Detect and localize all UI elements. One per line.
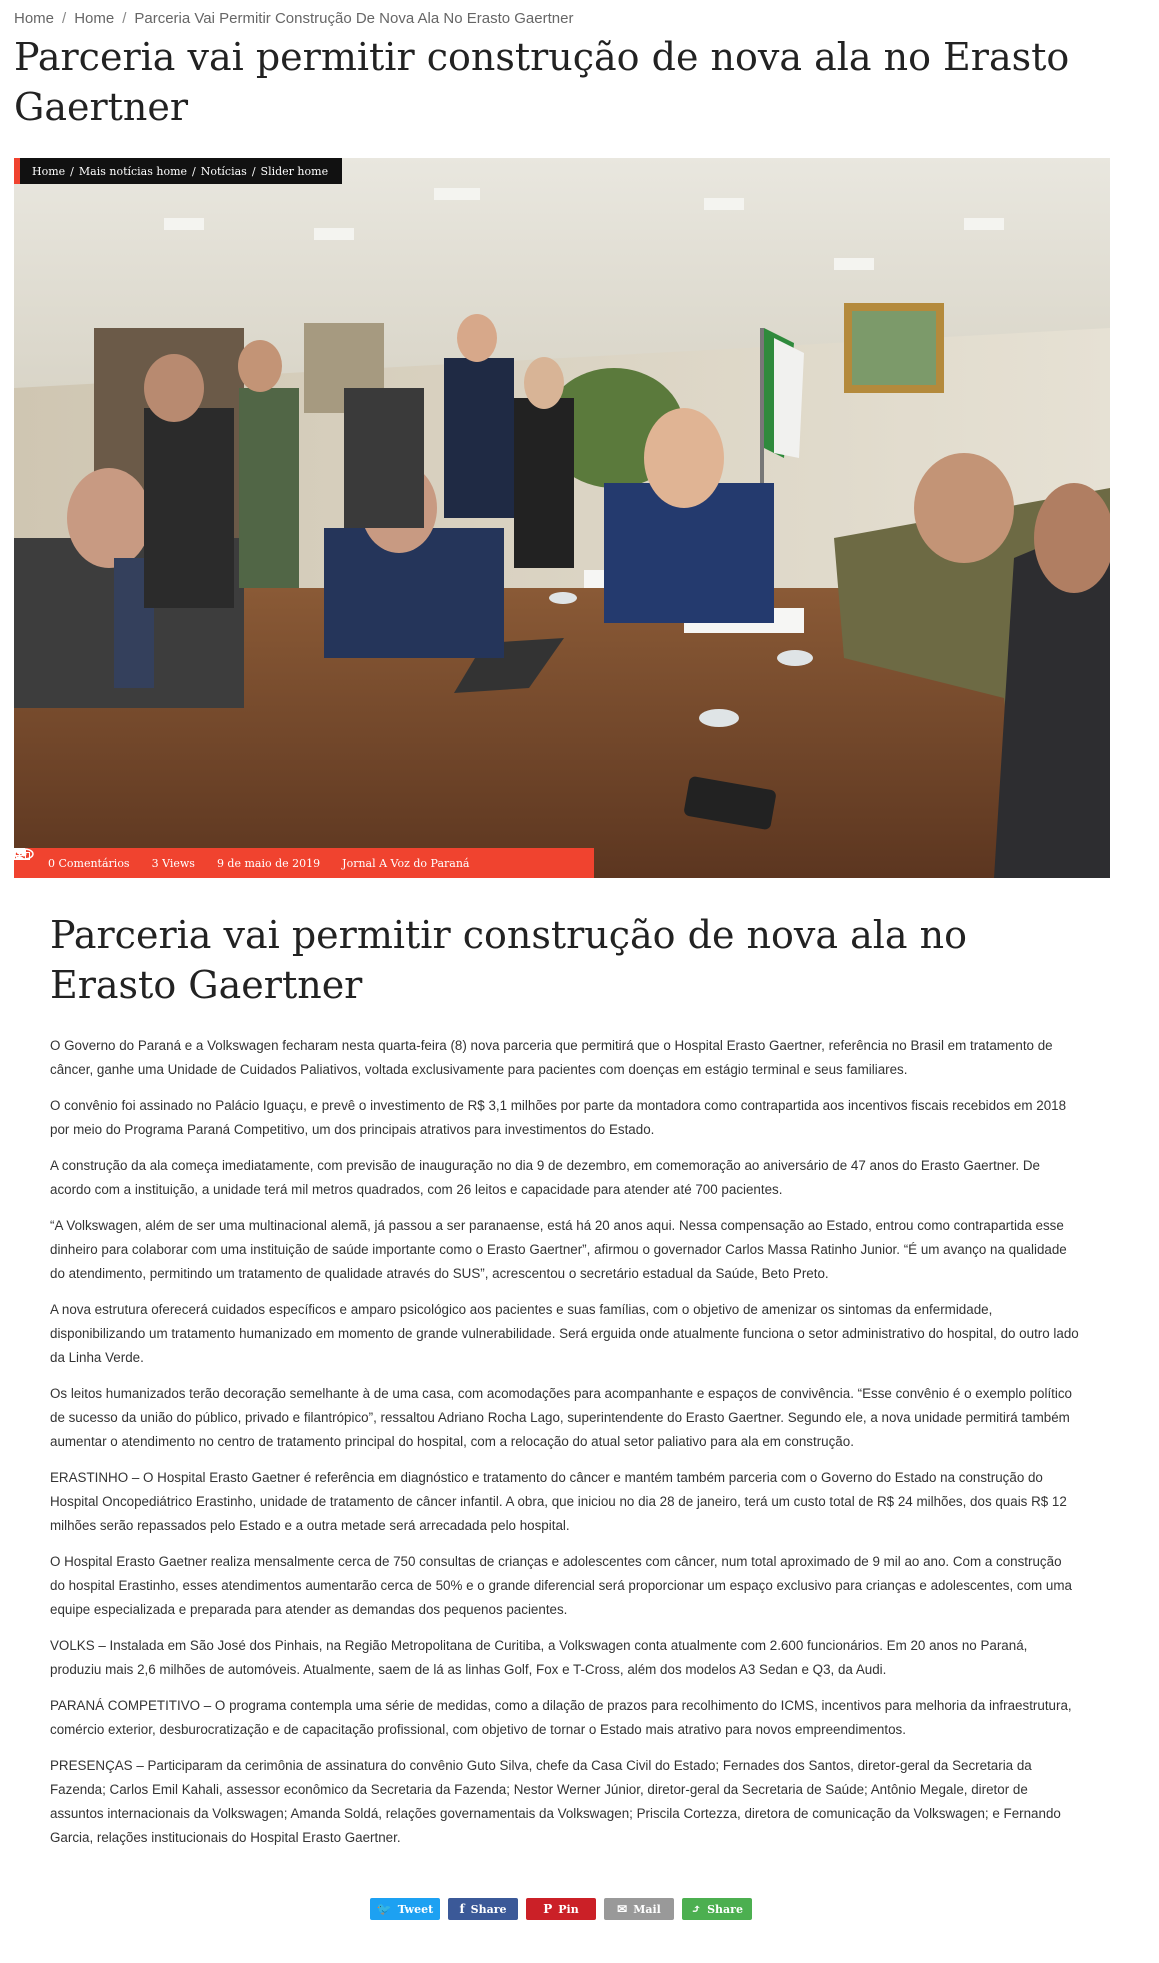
meeting-photo: [14, 158, 1110, 878]
share-label: Pin: [558, 1902, 579, 1916]
article-paragraph: O convênio foi assinado no Palácio Iguaçu, e prevê o investimento de R$ 3,1 milhões por parte da montadora como contrapartida aos incentivos fiscais recebidos em 2018 por meio do Programa Paraná Competitivo, um dos principais atrativos para investimentos do Estado.: [50, 1098, 1067, 1137]
article-title: Parceria vai permitir construção de nova ala no Erasto Gaertner: [50, 913, 967, 1007]
article-paragraph: PRESENÇAS – Participaram da cerimônia de assinatura do convênio Guto Silva, chefe da Casa Civil do Estado; Fernades dos Santos, diretor-geral da Secretaria da Fazenda; Carlos Emil Kahali, assessor econômico da Secretaria da Fazenda; Nestor Werner Júnior, diretor-geral da Secretaria de Saúde; Antônio Megale, diretor de assuntos internacionais da Volkswagen; Amanda Soldá, relações governamentais da Volkswagen; Priscila Cortezza, diretora de comunicação da Volkswagen; e Fernando Garcia, relações institucionais do Hospital Erasto Gaertner.: [50, 1758, 1061, 1845]
category-link[interactable]: Slider home: [260, 164, 329, 178]
hero-image: [14, 158, 1110, 878]
article-paragraph: A construção da ala começa imediatamente, com previsão de inauguração no dia 9 de dezembro, em comemoração ao aniversário de 47 anos do Erasto Gaertner. De acordo com a instituição, a unidade terá mil metros quadrados, com 26 leitos e capacidade para atender até 700 pacientes.: [50, 1158, 1040, 1197]
share-label: Tweet: [397, 1902, 434, 1916]
author-label: Jornal A Voz do Paraná: [342, 856, 470, 870]
sharethis-icon: ⤴: [691, 1902, 702, 1916]
article-paragraph: VOLKS – Instalada em São José dos Pinhais, na Região Metropolitana de Curitiba, a Volkswagen conta atualmente com 2.600 funcionários. Em 20 anos no Paraná, produziu mais 2,6 milhões de automóveis. Atualmente, saem de lá as linhas Golf, Fox e T-Cross, além dos modelos A3 Sedan e Q3, da Audi.: [50, 1638, 1028, 1677]
post-meta-bar: [14, 848, 594, 878]
share-label: Share: [470, 1902, 507, 1916]
views-label: 3 Views: [151, 856, 195, 870]
article-paragraph: O Hospital Erasto Gaetner realiza mensalmente cerca de 750 consultas de crianças e adolescentes com câncer, num total aproximado de 9 mil ao ano. Com a construção do hospital Erastinho, esses atendimentos aumentarão cerca de 50% e o grande diferencial será proporcionar um espaço exclusivo para crianças e adolescentes, com uma equipe especializada e preparada para atender as demandas dos pequenos pacientes.: [50, 1554, 1072, 1617]
tweet-button[interactable]: [370, 1898, 440, 1920]
mail-button[interactable]: [604, 1898, 674, 1920]
facebook-share-button[interactable]: [448, 1898, 518, 1920]
comments-count[interactable]: [48, 857, 130, 870]
article-paragraph: “A Volkswagen, além de ser uma multinacional alemã, já passou a ser paranaense, está há 20 anos aqui. Nessa compensação ao Estado, entrou como contrapartida esse dinheiro para colaborar com uma instituição de saúde importante como o Erasto Gaertner”, afirmou o governador Carlos Massa Ratinho Junior. “É um avanço na qualidade do atendimento, permitindo um tratamento de qualidade através do SUS”, acrescentou o secretário estadual da Saúde, Beto Preto.: [50, 1218, 1067, 1281]
category-separator: /: [70, 164, 74, 178]
article-paragraph: Os leitos humanizados terão decoração semelhante à de uma casa, com acomodações para acompanhante e espaços de convivência. “Esse convênio é o exemplo político de sucesso da união do público, privado e filantrópico”, ressaltou Adriano Rocha Lago, superintendente do Erasto Gaertner. Segundo ele, a nova unidade permitirá também aumentar o atendimento no centro de tratamento principal do hospital, com a relocação do atual setor paliativo para ala em construção.: [50, 1386, 1073, 1449]
user-icon: [14, 848, 25, 860]
views-count: [152, 857, 195, 870]
breadcrumb-home-link-2[interactable]: Home: [74, 10, 115, 27]
breadcrumb: [14, 10, 573, 27]
category-link[interactable]: Home: [32, 164, 66, 178]
mail-icon: ✉: [617, 1902, 628, 1916]
article-paragraph: O Governo do Paraná e a Volkswagen fecharam nesta quarta-feira (8) nova parceria que permitirá que o Hospital Erasto Gaertner, referência no Brasil em tratamento de câncer, ganhe uma Unidade de Cuidados Paliativos, voltada exclusivamente para pacientes com doenças em estágio terminal e seus familiares.: [50, 1038, 1053, 1077]
date-label: 9 de maio de 2019: [216, 856, 321, 870]
article-paragraph: PARANÁ COMPETITIVO – O programa contempla uma série de medidas, como a dilação de prazos para recolhimento do ICMS, incentivos para melhoria da infraestrutura, comércio exterior, desburocratização e de capacitação profissional, com objetivo de tornar o Estado mais atrativo para novos empreendimentos.: [50, 1698, 1072, 1737]
pinterest-icon: P: [543, 1902, 553, 1916]
category-separator: /: [251, 164, 256, 178]
facebook-icon: f: [459, 1902, 465, 1916]
pin-button[interactable]: [526, 1898, 596, 1920]
category-bar: [14, 158, 342, 184]
share-label: Share: [707, 1902, 743, 1916]
breadcrumb-separator: /: [122, 10, 127, 27]
breadcrumb-separator: /: [62, 10, 67, 27]
comments-label: 0 Comentários: [48, 856, 130, 870]
share-label: Mail: [633, 1902, 661, 1916]
share-buttons: [370, 1898, 752, 1920]
page-title: Parceria vai permitir construção de nova ala no Erasto Gaertner: [14, 35, 1070, 129]
sharethis-button[interactable]: [682, 1898, 752, 1920]
twitter-icon: 🐦: [376, 1902, 392, 1916]
post-date: [217, 857, 320, 870]
category-separator: /: [192, 164, 196, 178]
category-link[interactable]: Notícias: [200, 164, 247, 178]
category-link[interactable]: Mais notícias home: [78, 164, 188, 178]
breadcrumb-home-link[interactable]: Home: [14, 10, 55, 27]
article-paragraph: A nova estrutura oferecerá cuidados específicos e amparo psicológico aos pacientes e suas famílias, com o objetivo de amenizar os sintomas da enfermidade, disponibilizando um tratamento humanizado em momento de grande vulnerabilidade. Será erguida onde atualmente funciona o setor administrativo do hospital, do outro lado da Linha Verde.: [50, 1302, 1079, 1365]
article: [50, 910, 1080, 1862]
article-paragraph: ERASTINHO – O Hospital Erasto Gaetner é referência em diagnóstico e tratamento do câncer e mantém também parceria com o Governo do Estado na construção do Hospital Oncopediátrico Erastinho, unidade de tratamento de câncer infantil. A obra, que iniciou no dia 28 de janeiro, terá um custo total de R$ 24 milhões, dos quais R$ 12 milhões serão repassados pelo Estado e a outra metade será arrecadada pelo hospital.: [50, 1470, 1067, 1533]
breadcrumb-current: Parceria Vai Permitir Construção De Nova Ala No Erasto Gaertner: [134, 10, 574, 27]
post-author[interactable]: [342, 857, 469, 870]
